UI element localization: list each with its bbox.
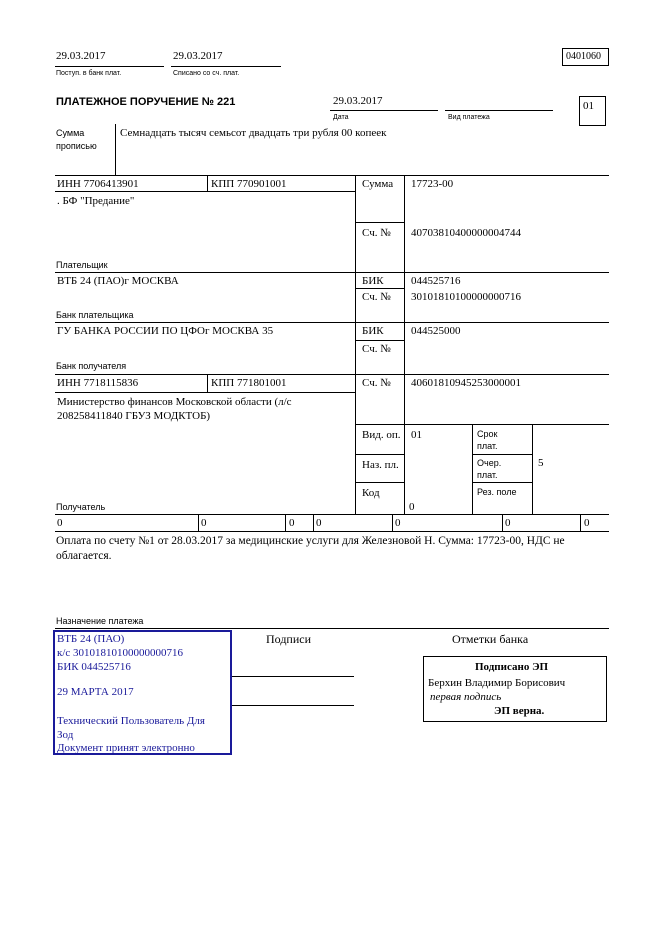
code-value: 0 [409, 501, 415, 513]
payer-bank-name: ВТБ 24 (ПАО)г МОСКВА [57, 275, 179, 287]
bank-marks-label: Отметки банка [452, 632, 529, 646]
bank-stamp-line4: Технический Пользователь Для [57, 715, 205, 727]
e-signature-role: первая подпись [430, 691, 502, 703]
payee-bank-name: ГУ БАНКА РОССИИ ПО ЦФОг МОСКВА 35 [57, 325, 274, 337]
inn-row-top [55, 191, 355, 192]
order-date-line [330, 110, 438, 111]
e-signature-title: Подписано ЭП [475, 661, 549, 673]
payment-type-label: Вид платежа [448, 114, 490, 121]
tax-field-5: 0 [395, 517, 401, 529]
payer-bank-label: Банк плательщика [56, 310, 134, 320]
tax-field-4: 0 [316, 517, 322, 529]
inn-kpp-divider [207, 175, 208, 191]
tax-divider-4 [392, 514, 393, 531]
date-received: 29.03.2017 [56, 50, 106, 62]
status-code: 01 [583, 100, 594, 112]
tax-field-3: 0 [289, 517, 295, 529]
payee-account: 40601810945253000001 [411, 377, 521, 389]
tax-divider-6 [580, 514, 581, 531]
payment-purpose-label: Назначение платежа [56, 616, 144, 626]
payee-bottom-line [55, 514, 609, 515]
payee-bank-bottom-line [55, 374, 609, 375]
main-vertical-divider [355, 175, 356, 514]
payer-bank-bik-line [355, 288, 404, 289]
sum-value: 17723-00 [411, 178, 454, 190]
payee-label: Получатель [56, 502, 106, 512]
value-vertical-divider [404, 175, 405, 514]
e-signature-verified: ЭП верна. [494, 705, 545, 717]
payer-bank-account-label: Сч. № [362, 291, 391, 303]
date-received-label: Поступ. в банк плат. [56, 70, 122, 77]
bank-stamp-line1: ВТБ 24 (ПАО) [57, 633, 125, 645]
payee-inn-row-bottom [55, 392, 355, 393]
payer-account-label: Сч. № [362, 227, 391, 239]
code-label: Код [362, 487, 380, 499]
date-debited: 29.03.2017 [173, 50, 223, 62]
priority-value: 5 [538, 457, 544, 469]
payer-bank-bottom-line [55, 322, 609, 323]
signatures-label: Подписи [266, 632, 312, 646]
tax-field-2: 0 [201, 517, 207, 529]
payee-bank-bik-line [355, 340, 404, 341]
codes-col-divider-1 [472, 424, 473, 514]
op-type: 01 [411, 429, 422, 441]
op-type-row-line [355, 454, 404, 455]
payer-inn: ИНН 7706413901 [57, 178, 139, 190]
bank-stamp-line5: Зод [57, 729, 74, 741]
date-received-line [55, 66, 164, 67]
tax-field-1: 0 [57, 517, 63, 529]
payer-kpp: КПП 770901001 [211, 178, 287, 190]
amount-words-bottom-line [55, 175, 609, 176]
sum-row-line [355, 222, 404, 223]
tax-field-6: 0 [505, 517, 511, 529]
priority-row-line [472, 482, 532, 483]
payee-bank-bik: 044525000 [411, 325, 461, 337]
codes-col-divider-2 [532, 424, 533, 514]
bank-stamp-date: 29 МАРТА 2017 [57, 686, 134, 698]
sum-label: Сумма [362, 178, 394, 190]
tax-divider-2 [285, 514, 286, 531]
term-label: Срок плат. [477, 429, 498, 451]
tax-row-bottom-line [55, 531, 609, 532]
op-type-label: Вид. оп. [362, 429, 401, 441]
amount-words-label-2: прописью [56, 141, 97, 151]
payer-bottom-line [55, 272, 609, 273]
bank-stamp-line3: БИК 044525716 [57, 661, 131, 673]
purpose-bottom-line [55, 628, 609, 629]
payee-kpp: КПП 771801001 [211, 377, 287, 389]
payer-name: . БФ "Предание" [57, 195, 135, 207]
date-debited-label: Списано со сч. плат. [173, 70, 240, 77]
amount-in-words: Семнадцать тысяч семьсот двадцать три рубля 00 копеек [120, 127, 387, 139]
payer-account: 40703810400000004744 [411, 227, 521, 239]
form-code: 0401060 [566, 51, 601, 62]
order-date-label: Дата [333, 114, 349, 121]
payee-inn: ИНН 7718115836 [57, 377, 139, 389]
codes-top-line [355, 424, 609, 425]
order-date: 29.03.2017 [333, 95, 383, 107]
e-signature-signer: Берхин Владимир Борисович [428, 677, 566, 689]
signature-line-2 [232, 705, 354, 706]
payee-bank-account-label: Сч. № [362, 343, 391, 355]
payer-bank-account: 30101810100000000716 [411, 291, 521, 303]
amount-words-label-1: Сумма [56, 128, 85, 138]
payee-bank-bik-label: БИК [362, 325, 384, 337]
bank-stamp-line2: к/с 30101810100000000716 [57, 647, 184, 659]
signature-line-1 [232, 676, 354, 677]
purpose-row-line [355, 482, 404, 483]
payee-inn-kpp-divider [207, 374, 208, 392]
tax-divider-3 [313, 514, 314, 531]
date-debited-line [171, 66, 281, 67]
tax-field-7: 0 [584, 517, 590, 529]
payee-name: Министерство финансов Московской области (л/с 208258411840 ГБУЗ МОДКТОБ) [57, 396, 292, 422]
reserve-label: Рез. поле [477, 487, 517, 497]
payee-account-label: Сч. № [362, 377, 391, 389]
tax-divider-1 [198, 514, 199, 531]
payer-bank-bik-label: БИК [362, 275, 384, 287]
tax-divider-5 [502, 514, 503, 531]
purpose-code-label: Наз. пл. [362, 459, 399, 471]
payment-type-line [445, 110, 553, 111]
payee-bank-label: Банк получателя [56, 361, 127, 371]
amount-words-divider [115, 124, 116, 175]
payment-purpose: Оплата по счету №1 от 28.03.2017 за медицинские услуги для Железновой Н. Сумма: 17723-00, НДС не облагается. [56, 535, 565, 562]
order-title: ПЛАТЕЖНОЕ ПОРУЧЕНИЕ № 221 [56, 96, 236, 108]
bank-stamp-line6: Документ принят электронно [57, 742, 195, 754]
payer-label: Плательщик [56, 260, 108, 270]
term-row-line [472, 454, 532, 455]
payer-bank-bik: 044525716 [411, 275, 461, 287]
priority-label: Очер. плат. [477, 458, 502, 480]
